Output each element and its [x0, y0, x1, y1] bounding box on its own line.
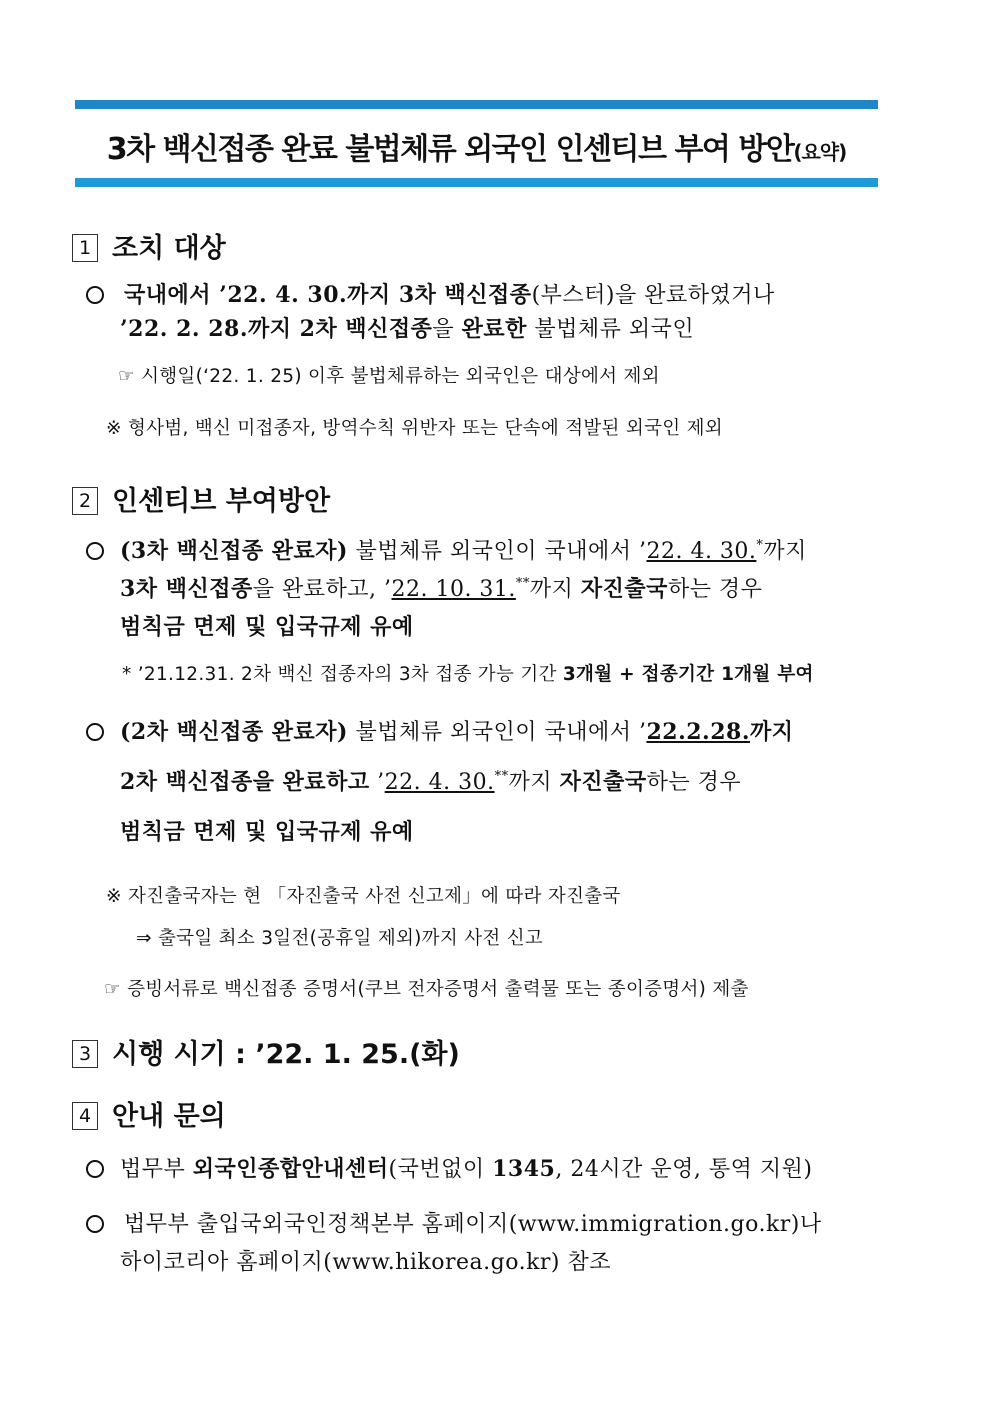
section-1-number: 1 [72, 234, 98, 262]
s2-item2-line1: (2차 백신접종 완료자) 불법체류 외국인이 국내에서 ’22.2.28.까지 [120, 719, 794, 745]
s2-note-pointer: ☞ 증빙서류로 백신접종 증명서(쿠브 전자증명서 출력물 또는 종이증명서) 제출 [104, 979, 749, 1000]
section-1-heading [72, 226, 226, 265]
document-title [75, 124, 878, 168]
bullet-circle [86, 542, 104, 560]
bullet-circle [86, 1160, 104, 1178]
bullet-circle [86, 723, 104, 741]
title-suffix: (요약) [793, 140, 847, 164]
title-bottom-bar [75, 178, 878, 187]
title-top-bar [75, 100, 878, 109]
s2-item1-line2: 3차 백신접종을 완료하고, ’22. 10. 31.**까지 자진출국하는 경우 [120, 576, 763, 602]
s4-item1: 법무부 외국인종합안내센터(국번없이 1345, 24시간 운영, 통역 지원) [120, 1156, 813, 1182]
bullet-circle [86, 286, 104, 304]
s4-item2-line2: 하이코리아 홈페이지(www.hikorea.go.kr) 참조 [120, 1250, 612, 1275]
s1-note-reference: ※ 형사범, 백신 미접종자, 방역수칙 위반자 또는 단속에 적발된 외국인 제외 [106, 418, 723, 439]
section-2-heading [72, 479, 330, 518]
s1-note-pointer: ☞ 시행일(‘22. 1. 25) 이후 불법체류하는 외국인은 대상에서 제외 [118, 366, 660, 387]
s2-item2-line2: 2차 백신접종을 완료하고 ’22. 4. 30.**까지 자진출국하는 경우 [120, 769, 742, 795]
s2-note-arrow: ⇒ 출국일 최소 3일전(공휴일 제외)까지 사전 신고 [136, 928, 544, 949]
s4-item2-line1: 법무부 출입국외국인정책본부 홈페이지(www.immigration.go.kr)나 [124, 1212, 822, 1237]
section-2-title: 인센티브 부여방안 [112, 486, 331, 517]
section-4-title: 안내 문의 [112, 1101, 226, 1132]
bullet-circle [86, 1215, 104, 1233]
s2-item1-line1: (3차 백신접종 완료자) 불법체류 외국인이 국내에서 ’22. 4. 30.*까지 [120, 538, 807, 564]
section-1-title: 조치 대상 [112, 233, 226, 264]
s2-item1-line3: 범칙금 면제 및 입국규제 유예 [120, 614, 414, 640]
section-4-heading [72, 1094, 226, 1133]
s2-note-reference: ※ 자진출국자는 현 「자진출국 사전 신고제」에 따라 자진출국 [106, 886, 621, 907]
section-3-title: 시행 시기 : ’22. 1. 25.(화) [112, 1039, 460, 1070]
section-4-number: 4 [72, 1102, 98, 1130]
section-3-number: 3 [72, 1040, 98, 1068]
section-2-number: 2 [72, 487, 98, 515]
title-main: 3차 백신접종 완료 불법체류 외국인 인센티브 부여 방안 [106, 132, 794, 167]
s2-item2-line3: 범칙금 면제 및 입국규제 유예 [120, 819, 414, 845]
s1-item1-line1: 국내에서 ’22. 4. 30.까지 3차 백신접종(부스터)을 완료하였거나 [124, 282, 775, 308]
s2-footnote: * ’21.12.31. 2차 백신 접종자의 3차 접종 가능 기간 3개월 + 접종기간 1개월 부여 [122, 664, 814, 685]
section-3-heading [72, 1032, 460, 1071]
s1-item1-line2: ’22. 2. 28.까지 2차 백신접종을 완료한 불법체류 외국인 [120, 316, 695, 342]
